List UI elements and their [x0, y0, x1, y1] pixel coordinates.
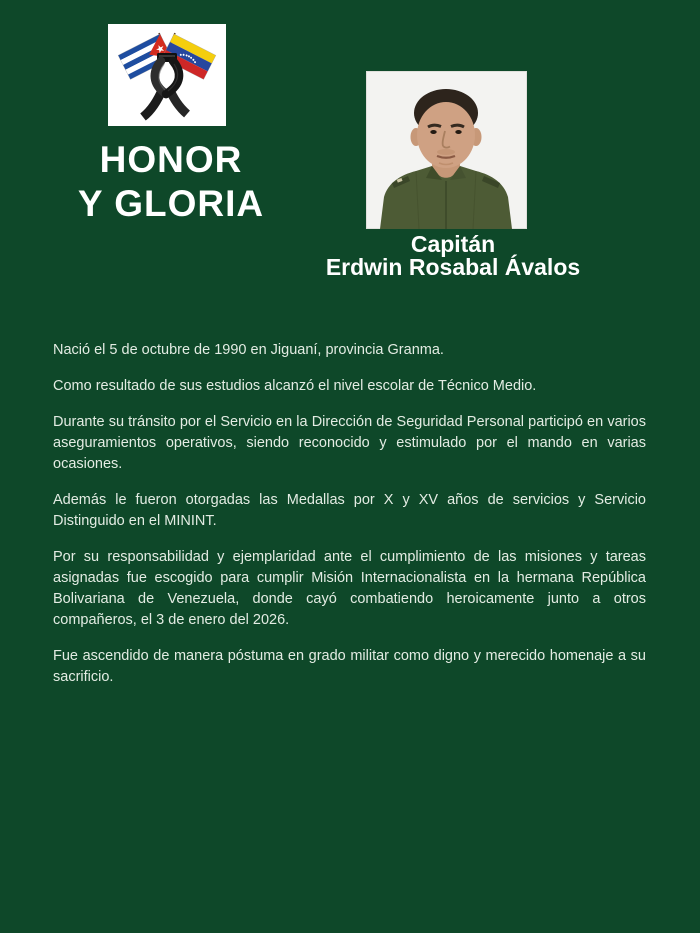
portrait-caption — [303, 233, 603, 279]
officer-portrait-graphic — [366, 71, 527, 229]
officer-name: Erdwin Rosabal Ávalos — [325, 254, 581, 280]
title-line-1: HONOR — [99, 139, 243, 180]
honor-gloria-title — [40, 138, 302, 226]
title-line-2: Y GLORIA — [77, 183, 265, 224]
bio-paragraph-medals: Además le fueron otorgadas las Medallas por X y XV años de servicios y Servicio Distinguido en el MININT. — [53, 492, 646, 529]
emblem-graphic — [108, 24, 226, 126]
biography-text — [53, 340, 646, 703]
rank-label: Capitán — [410, 231, 496, 257]
bio-paragraph-promotion: Fue ascendido de manera póstuma en grado militar como digno y merecido homenaje a su sacrificio. — [53, 648, 646, 685]
portrait-photo — [366, 71, 527, 229]
bio-paragraph-service: Durante su tránsito por el Servicio en la Dirección de Seguridad Personal participó en varios aseguramientos operativos, siendo reconocido y estimulado por el mando en varias ocasiones. — [53, 414, 646, 472]
bio-paragraph-mission: Por su responsabilidad y ejemplaridad ante el cumplimiento de las misiones y tareas asignadas fue escogido para cumplir Misión Internacionalista en la hermana República Bolivariana de Venezuela, donde cayó combatiendo heroicamente junto a otros compañeros, el 3 de enero del 2026. — [53, 549, 646, 628]
bio-paragraph-studies: Como resultado de sus estudios alcanzó el nivel escolar de Técnico Medio. — [53, 378, 537, 394]
bio-paragraph-birth: Nació el 5 de octubre de 1990 en Jiguaní, provincia Granma. — [53, 342, 444, 358]
flags-mourning-emblem — [108, 24, 226, 126]
